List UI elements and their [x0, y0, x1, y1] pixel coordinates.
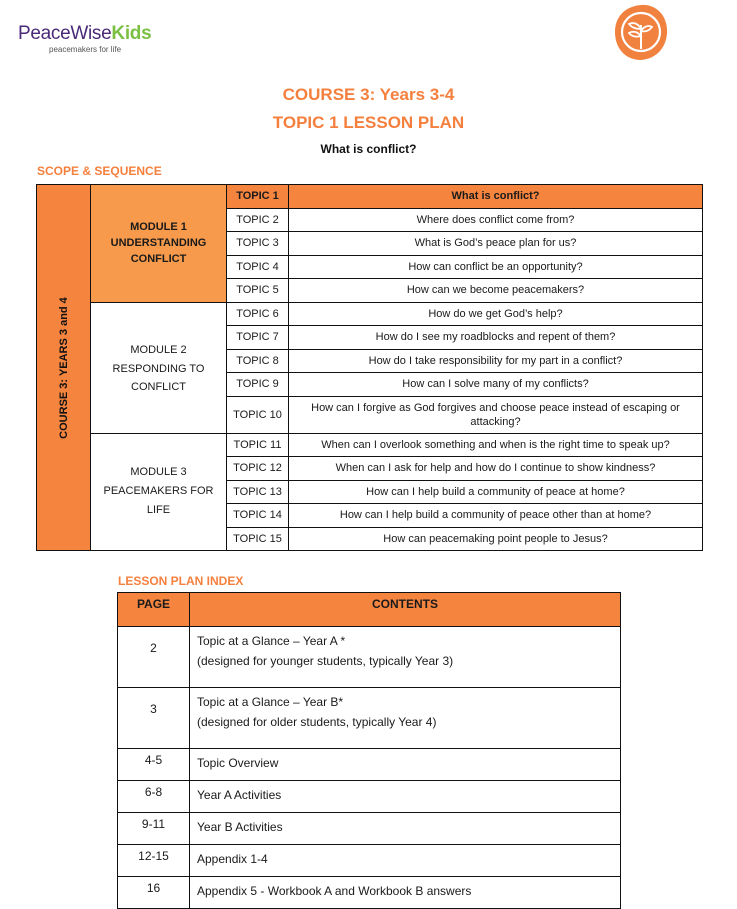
table-row	[118, 781, 621, 813]
peacewise-kids-logo	[18, 24, 151, 54]
topic-question: How can I solve many of my conflicts?	[289, 373, 703, 397]
lesson-plan-index-heading: LESSON PLAN INDEX	[118, 574, 244, 588]
topic-id: TOPIC 12	[227, 457, 289, 481]
contents-cell: Year B Activities	[190, 813, 621, 845]
topic-id: TOPIC 4	[227, 255, 289, 279]
topic-question: How do I take responsibility for my part in a conflict?	[289, 349, 703, 373]
table-row	[37, 433, 703, 457]
topic-id: TOPIC 10	[227, 396, 289, 433]
table-header-row	[118, 593, 621, 627]
topic-id: TOPIC 5	[227, 279, 289, 303]
page-number: 6-8	[118, 781, 190, 813]
topic-subtitle: What is conflict?	[320, 142, 417, 156]
contents-cell: Appendix 1-4	[190, 845, 621, 877]
contents-cell: Topic at a Glance – Year B* (designed for older students, typically Year 4)	[190, 688, 621, 749]
table-row	[118, 627, 621, 688]
topic-id: TOPIC 8	[227, 349, 289, 373]
topic-question: How can conflict be an opportunity?	[289, 255, 703, 279]
course-title: COURSE 3: Years 3-4	[282, 85, 455, 104]
contents-cell: Topic at a Glance – Year A * (designed for younger students, typically Year 3)	[190, 627, 621, 688]
column-header-page: PAGE	[118, 593, 190, 627]
topic-question: How can I help build a community of peace other than at home?	[289, 504, 703, 528]
topic-id: TOPIC 11	[227, 433, 289, 457]
table-row	[118, 813, 621, 845]
page-number: 9-11	[118, 813, 190, 845]
topic-id: TOPIC 2	[227, 208, 289, 232]
topic-id: TOPIC 3	[227, 232, 289, 256]
topic-question: How can we become peacemakers?	[289, 279, 703, 303]
course-vertical-label: COURSE 3: YEARS 3 and 4	[57, 296, 70, 439]
topic-question: How can peacemaking point people to Jesus?	[289, 527, 703, 551]
module-1-cell: MODULE 1 UNDERSTANDING CONFLICT	[91, 185, 227, 303]
table-row	[118, 749, 621, 781]
module-2-cell: MODULE 2 RESPONDING TO CONFLICT	[91, 302, 227, 433]
topic-question: When can I ask for help and how do I continue to show kindness?	[289, 457, 703, 481]
page-number: 3	[118, 688, 190, 749]
topic-id: TOPIC 9	[227, 373, 289, 397]
table-row	[118, 877, 621, 909]
contents-cell: Appendix 5 - Workbook A and Workbook B answers	[190, 877, 621, 909]
module-3-cell: MODULE 3 PEACEMAKERS FOR LIFE	[91, 433, 227, 551]
topic-question: How can I help build a community of peace at home?	[289, 480, 703, 504]
table-row	[118, 688, 621, 749]
page-number: 4-5	[118, 749, 190, 781]
topic-id: TOPIC 15	[227, 527, 289, 551]
lesson-plan-index-table	[117, 592, 621, 909]
topic-question: What is God’s peace plan for us?	[289, 232, 703, 256]
topic-id: TOPIC 13	[227, 480, 289, 504]
table-row	[37, 302, 703, 326]
scope-sequence-heading: SCOPE & SEQUENCE	[37, 164, 162, 178]
topic-question: Where does conflict come from?	[289, 208, 703, 232]
table-row	[118, 845, 621, 877]
sprout-icon	[614, 3, 668, 61]
topic-id: TOPIC 1	[227, 185, 289, 209]
topic-question: When can I overlook something and when is the right time to speak up?	[289, 433, 703, 457]
logo-tagline: peacemakers for life	[49, 45, 122, 54]
page-number: 12-15	[118, 845, 190, 877]
column-header-contents: CONTENTS	[190, 593, 621, 627]
topic-question: How can I forgive as God forgives and choose peace instead of escaping or attacking?	[289, 396, 703, 433]
topic-question: How do I see my roadblocks and repent of them?	[289, 326, 703, 350]
logo-wordmark: PeaceWiseKids	[18, 23, 152, 44]
topic-question: What is conflict?	[289, 185, 703, 209]
course-cell	[37, 185, 91, 551]
topic-id: TOPIC 6	[227, 302, 289, 326]
topic-id: TOPIC 14	[227, 504, 289, 528]
topic-question: How do we get God’s help?	[289, 302, 703, 326]
topic-id: TOPIC 7	[227, 326, 289, 350]
contents-cell: Year A Activities	[190, 781, 621, 813]
page-number: 16	[118, 877, 190, 909]
scope-sequence-table	[36, 184, 703, 551]
contents-cell: Topic Overview	[190, 749, 621, 781]
lesson-plan-title: TOPIC 1 LESSON PLAN	[272, 113, 465, 132]
table-row	[37, 185, 703, 209]
page-number: 2	[118, 627, 190, 688]
